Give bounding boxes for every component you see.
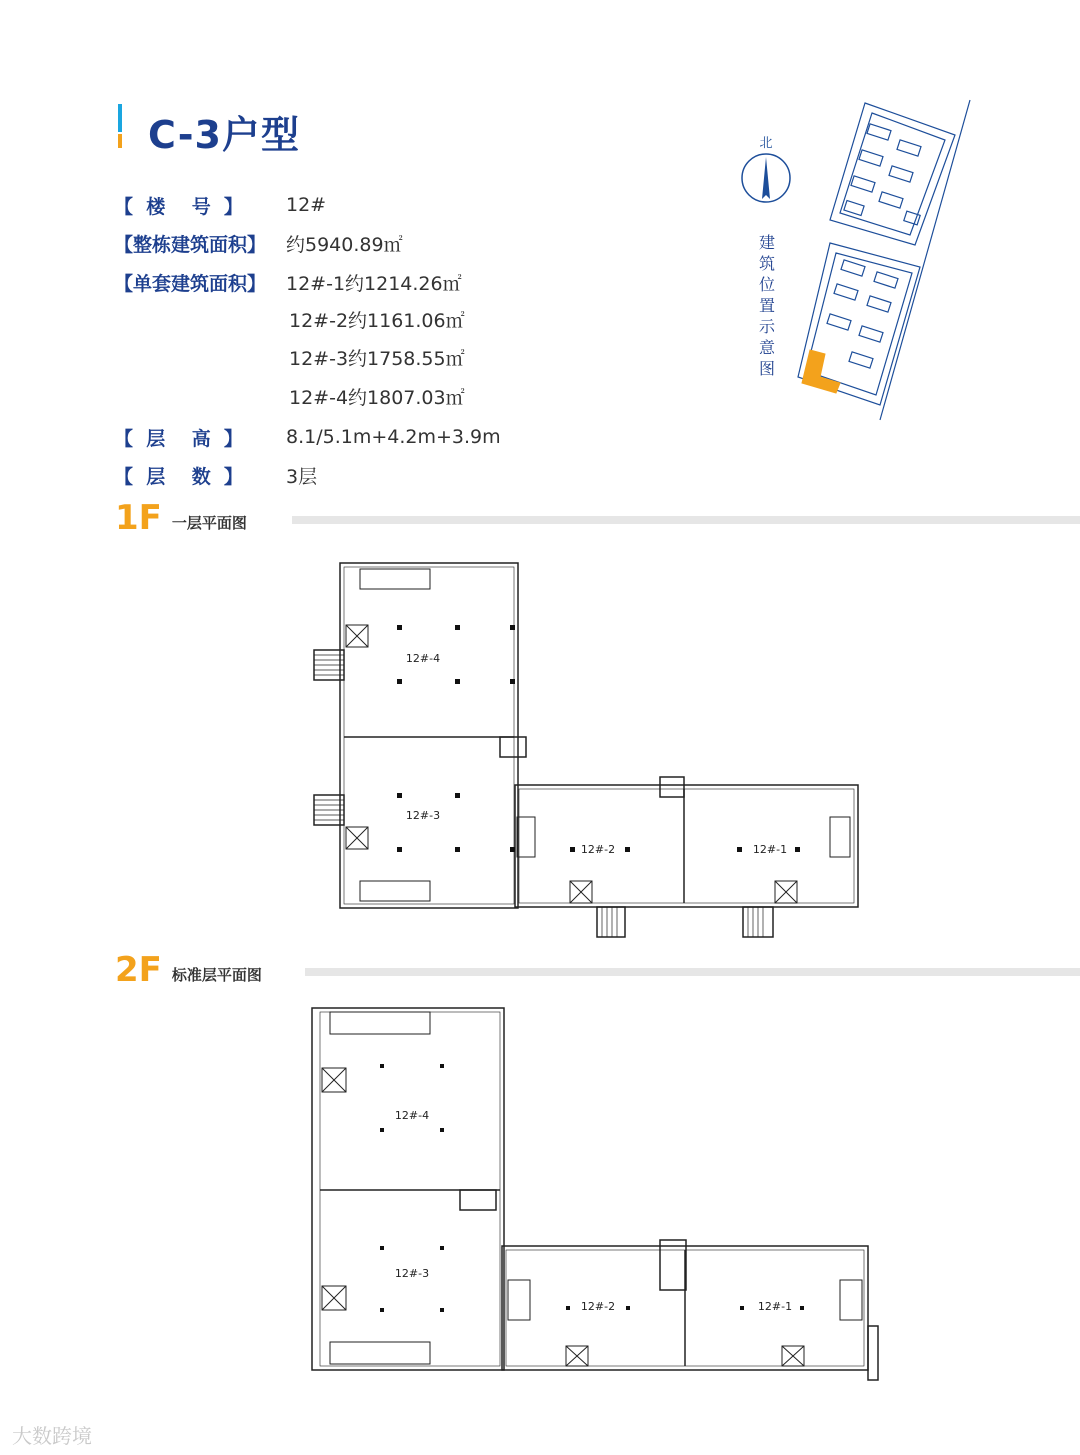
unit-area-2: 12#-2约1161.06㎡	[289, 310, 465, 332]
unit-label: 12#-3	[405, 809, 441, 822]
north-compass	[742, 136, 790, 202]
info-label: 【整栋建筑面积】	[114, 233, 267, 256]
north-label: 北	[759, 136, 773, 151]
section-divider	[305, 968, 1080, 976]
title-accent-bar-orange	[118, 134, 122, 148]
unit-area-4: 12#-4约1807.03㎡	[289, 387, 465, 409]
unit-label: 12#-2	[580, 1300, 616, 1313]
info-value: 12#	[286, 194, 327, 216]
unit-label: 12#-3	[394, 1267, 430, 1280]
unit-label: 12#-4	[394, 1109, 430, 1122]
info-label: 【 层 高 】	[114, 427, 243, 450]
watermark: 大数跨境	[12, 1424, 92, 1448]
section-number: 1F	[115, 498, 162, 538]
unit-area-3: 12#-3约1758.55㎡	[289, 348, 465, 370]
info-row-floors	[114, 460, 317, 490]
site-blocks	[798, 100, 970, 420]
section-number: 2F	[115, 950, 162, 990]
section-1f-heading	[115, 498, 247, 538]
page-title: C-3户型	[148, 113, 300, 157]
location-caption: 建筑位置示意图	[758, 233, 775, 378]
section-2f-heading	[115, 950, 262, 990]
info-row-building	[114, 190, 326, 220]
info-value: 8.1/5.1m+4.2m+3.9m	[286, 426, 501, 448]
info-label: 【 层 数 】	[114, 465, 243, 488]
building-12-highlight	[802, 350, 840, 393]
unit-label: 12#-1	[752, 843, 788, 856]
unit-label: 12#-2	[580, 843, 616, 856]
section-divider	[292, 516, 1080, 524]
info-value: 12#-1约1214.26㎡	[286, 272, 462, 295]
unit-label: 12#-1	[757, 1300, 793, 1313]
info-label: 【 楼 号 】	[114, 195, 243, 218]
info-value: 3层	[286, 465, 318, 488]
floor-plan-1f	[300, 555, 880, 945]
info-row-unit-area	[114, 267, 462, 297]
section-subtitle: 一层平面图	[171, 514, 247, 532]
section-subtitle: 标准层平面图	[171, 966, 262, 984]
floor-plan-2f	[300, 1000, 885, 1390]
title-accent-bar	[118, 104, 122, 132]
info-label: 【单套建筑面积】	[114, 272, 267, 295]
info-value: 约5940.89㎡	[286, 233, 403, 256]
unit-label: 12#-4	[405, 652, 441, 665]
info-row-total-area	[114, 228, 403, 258]
info-row-floor-height	[114, 422, 501, 452]
